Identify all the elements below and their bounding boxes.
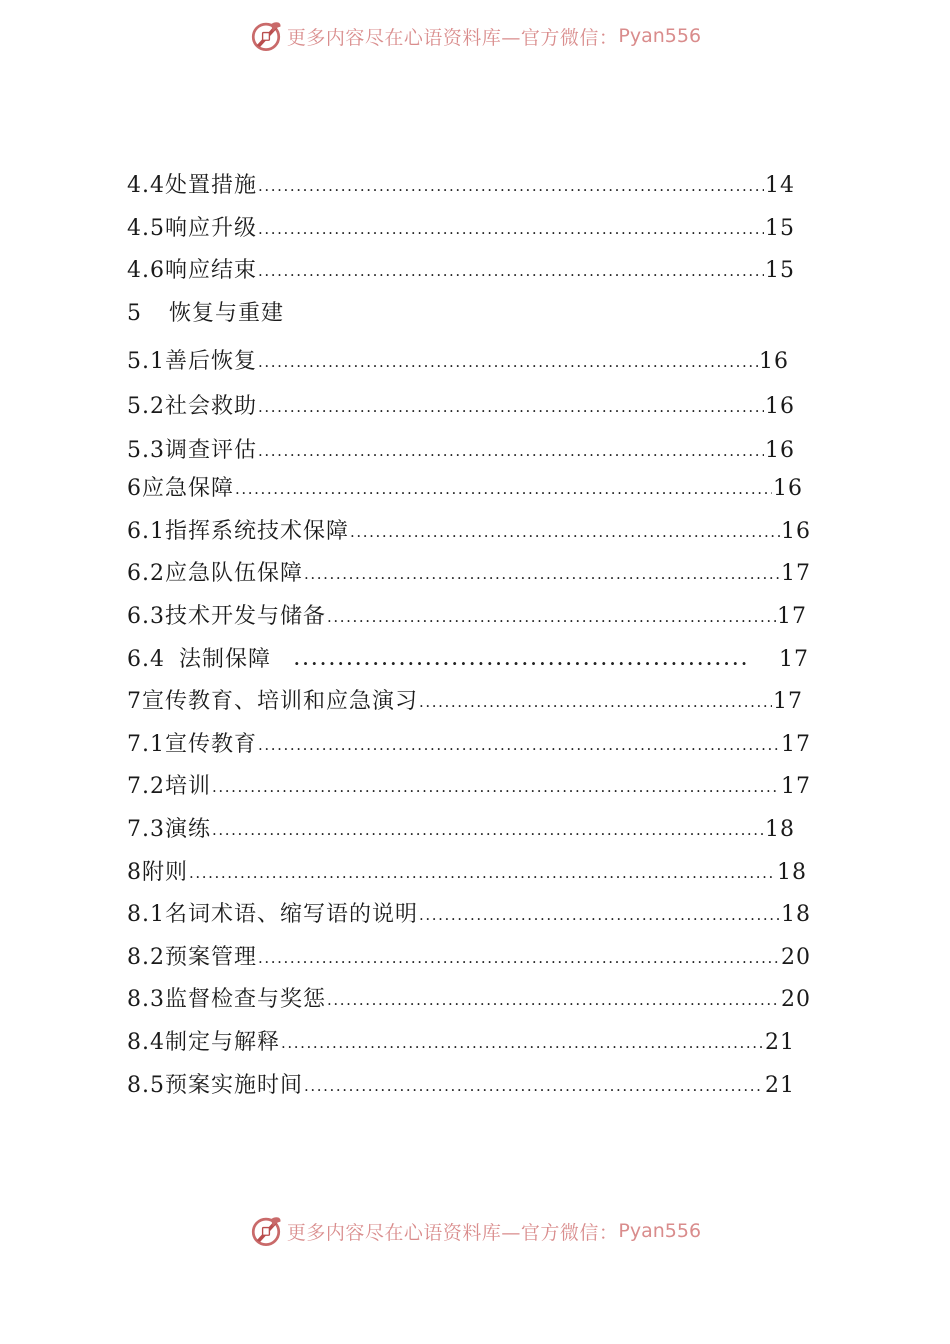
toc-entry-8-4[interactable] — [127, 1028, 795, 1058]
dot-leader — [212, 819, 764, 841]
dot-leader — [258, 440, 764, 462]
toc-title: 监督检查与奖惩 — [165, 987, 327, 1012]
toc-title: 调查评估 — [165, 438, 258, 463]
toc-number: 6.4 — [127, 647, 165, 672]
toc-entry-4-4[interactable] — [127, 171, 795, 201]
toc-page-number: 18 — [781, 902, 811, 927]
dot-leader — [304, 563, 780, 585]
dot-leader — [327, 606, 776, 628]
toc-number: 8.4 — [127, 1030, 165, 1055]
watermark-footer — [0, 1211, 950, 1251]
toc-title: 应急保障 — [142, 476, 235, 501]
toc-title: 处置措施 — [165, 173, 258, 198]
toc-title: 善后恢复 — [165, 349, 258, 374]
toc-page-number: 21 — [765, 1073, 795, 1098]
toc-entry-8-5[interactable] — [127, 1071, 795, 1101]
toc-title: 应急队伍保障 — [165, 561, 304, 586]
toc-number: 5.3 — [127, 438, 165, 463]
watermark-text: 更多内容尽在心语资料库—官方微信： — [286, 26, 619, 49]
toc-title: 名词术语、缩写语的说明 — [165, 902, 419, 927]
toc-page-number: 15 — [765, 216, 795, 241]
toc-page-number: 16 — [781, 519, 811, 544]
dot-leader — [294, 649, 746, 671]
toc-title: 演练 — [165, 817, 212, 842]
toc-entry-6-1[interactable] — [127, 517, 811, 547]
toc-number: 8.5 — [127, 1073, 165, 1098]
toc-entry-4-6[interactable] — [127, 256, 795, 286]
toc-page-number: 16 — [765, 438, 795, 463]
dot-leader — [281, 1032, 764, 1054]
dot-leader — [258, 218, 764, 240]
watermark-wechat-id: Pyan556 — [618, 25, 702, 47]
toc-number: 7.2 — [127, 774, 165, 799]
toc-page-number: 15 — [765, 258, 795, 283]
toc-number: 6.1 — [127, 519, 165, 544]
toc-page-number: 16 — [765, 394, 795, 419]
toc-number: 4.5 — [127, 216, 165, 241]
toc-entry-7-1[interactable] — [127, 730, 811, 760]
toc-number: 8.1 — [127, 902, 165, 927]
dot-leader — [419, 691, 772, 713]
dot-leader — [419, 904, 780, 926]
dot-leader — [235, 478, 772, 500]
toc-page-number: 17 — [781, 732, 811, 757]
toc-number: 5.1 — [127, 349, 165, 374]
toc-title: 指挥系统技术保障 — [165, 519, 350, 544]
toc-number: 7.1 — [127, 732, 165, 757]
toc-entry-8-1[interactable] — [127, 900, 811, 930]
toc-entry-5-3[interactable] — [127, 436, 795, 466]
toc-entry-8-2[interactable] — [127, 943, 811, 973]
toc-title: 恢复与重建 — [169, 301, 285, 326]
toc-page-number: 17 — [777, 604, 807, 629]
toc-page-number: 18 — [765, 817, 795, 842]
toc-page-number: 20 — [781, 987, 811, 1012]
toc-number: 6 — [127, 476, 142, 501]
dot-leader — [327, 989, 780, 1011]
toc-number: 4.6 — [127, 258, 165, 283]
toc-number: 8.3 — [127, 987, 165, 1012]
toc-number: 5 — [127, 301, 142, 326]
toc-entry-5-1[interactable] — [127, 347, 789, 377]
toc-number: 8 — [127, 860, 142, 885]
dot-leader — [304, 1075, 764, 1097]
dot-leader — [258, 396, 764, 418]
toc-title: 预案实施时间 — [165, 1073, 304, 1098]
toc-title: 响应升级 — [165, 216, 258, 241]
toc-chapter-7[interactable] — [127, 687, 803, 717]
toc-page-number: 20 — [781, 945, 811, 970]
dot-leader — [258, 351, 758, 373]
toc-entry-5-2[interactable] — [127, 392, 795, 422]
toc-number: 6.2 — [127, 561, 165, 586]
toc-title: 技术开发与储备 — [165, 604, 327, 629]
watermark-wechat-id: Pyan556 — [618, 1220, 702, 1242]
toc-entry-4-5[interactable] — [127, 214, 795, 244]
toc-title: 培训 — [165, 774, 212, 799]
toc-entry-6-3[interactable] — [127, 602, 807, 632]
toc-entry-7-3[interactable] — [127, 815, 795, 845]
dot-leader — [258, 734, 780, 756]
toc-number: 6.3 — [127, 604, 165, 629]
feather-pen-logo-icon — [249, 1214, 283, 1248]
toc-entry-6-2[interactable] — [127, 559, 811, 589]
toc-entry-8-3[interactable] — [127, 985, 811, 1015]
toc-page-number: 21 — [765, 1030, 795, 1055]
toc-number: 5.2 — [127, 394, 165, 419]
toc-page-number: 17 — [781, 774, 811, 799]
toc-number: 7.3 — [127, 817, 165, 842]
toc-page-number: 16 — [773, 476, 803, 501]
toc-page-number: 17 — [781, 561, 811, 586]
toc-title: 法制保障 — [179, 647, 272, 672]
dot-leader — [189, 862, 776, 884]
dot-leader — [258, 947, 780, 969]
toc-page-number: 18 — [777, 860, 807, 885]
toc-title: 社会救助 — [165, 394, 258, 419]
toc-page-number: 14 — [765, 173, 795, 198]
toc-chapter-8[interactable] — [127, 858, 807, 888]
toc-chapter-6[interactable] — [127, 474, 803, 504]
toc-entry-6-4[interactable] — [127, 645, 809, 675]
toc-number: 7 — [127, 689, 142, 714]
toc-number: 4.4 — [127, 173, 165, 198]
toc-number: 8.2 — [127, 945, 165, 970]
toc-title: 宣传教育 — [165, 732, 258, 757]
watermark-text: 更多内容尽在心语资料库—官方微信： — [286, 1221, 619, 1244]
dot-leader — [258, 175, 764, 197]
toc-title: 附则 — [142, 860, 189, 885]
toc-chapter-5[interactable] — [127, 299, 427, 329]
toc-title: 预案管理 — [165, 945, 258, 970]
toc-entry-7-2[interactable] — [127, 772, 811, 802]
toc-page-number: 17 — [773, 689, 803, 714]
toc-title: 响应结束 — [165, 258, 258, 283]
dot-leader — [212, 776, 780, 798]
dot-leader — [258, 260, 764, 282]
dot-leader — [350, 521, 780, 543]
toc-page-number: 17 — [779, 647, 809, 672]
toc-title: 制定与解释 — [165, 1030, 281, 1055]
toc-page-number: 16 — [759, 349, 789, 374]
toc-title: 宣传教育、培训和应急演习 — [142, 689, 419, 714]
